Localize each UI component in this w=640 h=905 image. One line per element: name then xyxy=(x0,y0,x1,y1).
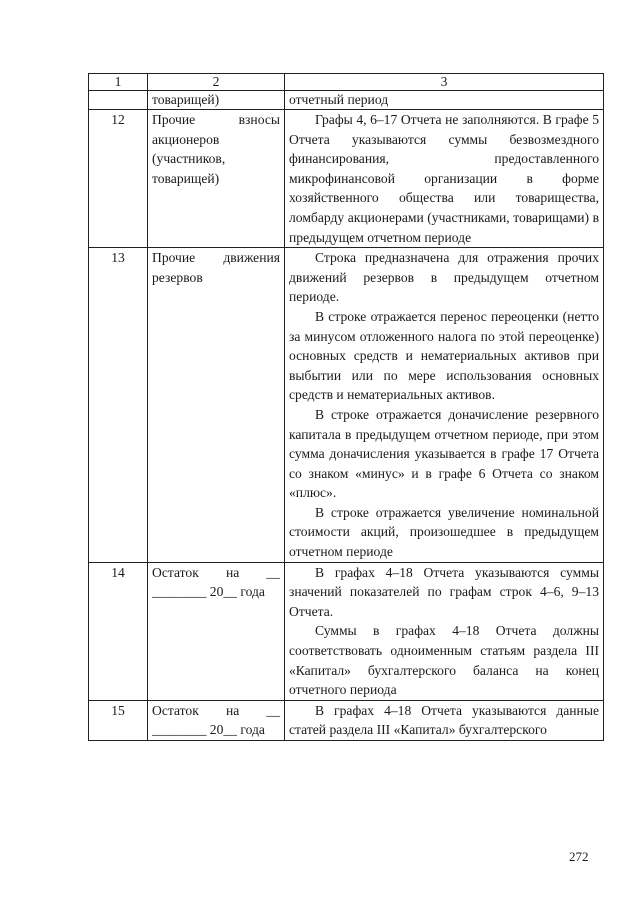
description-cell xyxy=(285,110,604,248)
page-number: 272 xyxy=(569,849,589,864)
row-number-cell: 14 xyxy=(89,562,148,700)
row-number-cell xyxy=(89,91,148,110)
continuation-row xyxy=(89,91,604,110)
description-cell xyxy=(285,248,604,563)
row-number-cell: 13 xyxy=(89,248,148,563)
description-paragraph: отчетный период xyxy=(289,92,389,107)
line-name-text: Прочие движения резервов xyxy=(152,250,280,285)
line-name-text: Прочие взносы акционеров xyxy=(152,112,280,147)
line-name-cell xyxy=(148,248,285,563)
line-name-text: Остаток на __ ________ 20__ года xyxy=(152,702,280,738)
description-paragraph: В графах 4–18 Отчета указываются суммы значений показателей по графам строк 4–6, 9–13 Отчета. xyxy=(289,564,599,619)
line-name-text: товарищей) xyxy=(152,92,220,107)
table-row xyxy=(89,248,604,563)
table-row xyxy=(89,700,604,740)
description-paragraph: В строке отражается доначисление резервного капитала в предыдущем отчетном периоде, при этом сумма доначисления указывается в графе 17 Отчета со знаком «минус» и в графе 6 Отчета со знаком «плюс». xyxy=(289,406,599,501)
description-cell xyxy=(285,91,604,110)
line-name-text: Остаток на __ ________ 20__ года xyxy=(152,564,280,600)
header-col-2: 2 xyxy=(148,74,285,91)
line-name-cell xyxy=(148,700,285,740)
description-cell xyxy=(285,700,604,740)
description-paragraph: В строке отражается увеличение номинальной стоимости акций, произошедшее в предыдущем отчетном периоде xyxy=(289,504,599,560)
table-row xyxy=(89,110,604,248)
row-number-cell: 12 xyxy=(89,110,148,248)
line-name-cell xyxy=(148,562,285,700)
line-name-text: (участников, xyxy=(152,151,226,167)
line-name-cell xyxy=(148,110,285,248)
description-paragraph: Суммы в графах 4–18 Отчета должны соответствовать одноименным статьям раздела III «Капитал» бухгалтерского баланса на конец отчетного периода xyxy=(289,623,599,698)
report-rules-table xyxy=(88,73,604,741)
table-header-row xyxy=(89,74,604,91)
table-row xyxy=(89,562,604,700)
line-name-text: товарищей) xyxy=(152,170,220,186)
description-paragraph: Графы 4, 6–17 Отчета не заполняются. В графе 5 Отчета указываются суммы безвозмездного финансирования, предоставленного микрофинансовой организации в форме хозяйственного общества или товарищества, ломбарду акционерами (участниками, товарищами) в предыдущем отчетном периоде xyxy=(289,112,599,245)
description-paragraph: В строке отражается перенос переоценки (нетто за минусом отложенного налога по этой переоценке) основных средств и нематериальных активов при выбытии или по мере использования основных средств и нематериальных активов. xyxy=(289,308,599,403)
description-paragraph: Строка предназначена для отражения прочих движений резервов в предыдущем отчетном периоде. xyxy=(289,250,599,305)
line-name-cell xyxy=(148,91,285,110)
header-col-1: 1 xyxy=(89,74,148,91)
description-paragraph: В графах 4–18 Отчета указываются данные статей раздела III «Капитал» бухгалтерского xyxy=(289,702,599,738)
header-col-3: 3 xyxy=(285,74,604,91)
description-cell xyxy=(285,562,604,700)
row-number-cell: 15 xyxy=(89,700,148,740)
